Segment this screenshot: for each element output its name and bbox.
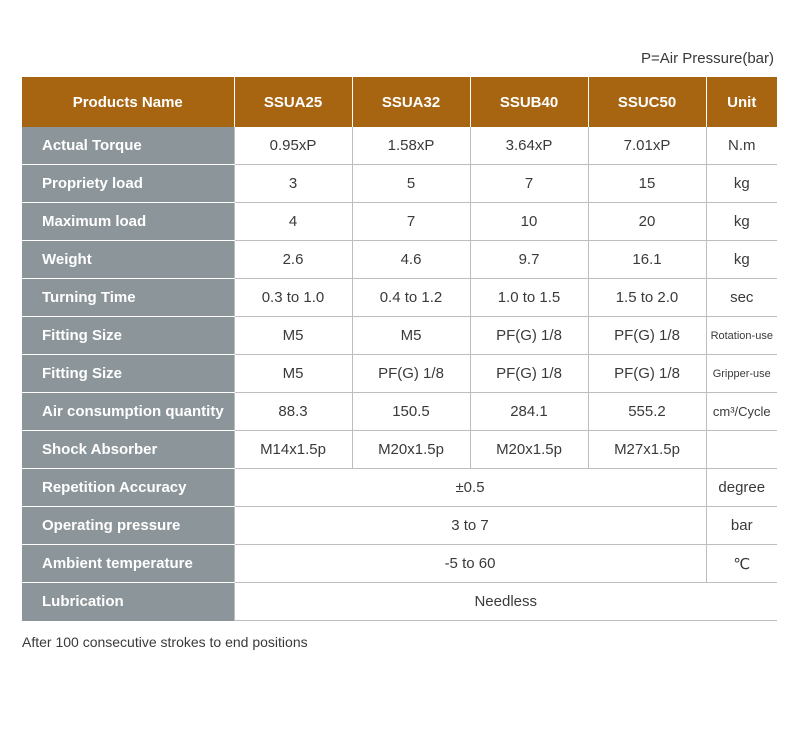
cell-value: 555.2: [588, 393, 706, 431]
row-label: Operating pressure: [22, 507, 234, 545]
cell-value: 0.3 to 1.0: [234, 279, 352, 317]
table-row: [22, 393, 777, 431]
table-row: [22, 583, 777, 621]
cell-unit: degree: [706, 469, 777, 507]
cell-value-merged: -5 to 60: [234, 545, 706, 583]
cell-value: 88.3: [234, 393, 352, 431]
cell-value: PF(G) 1/8: [470, 355, 588, 393]
table-row: [22, 241, 777, 279]
row-label: Maximum load: [22, 203, 234, 241]
row-label: Air consumption quantity: [22, 393, 234, 431]
row-label: Actual Torque: [22, 127, 234, 165]
table-row: [22, 203, 777, 241]
cell-unit: sec: [706, 279, 777, 317]
cell-value-merged: Needless: [234, 583, 777, 621]
pressure-note: P=Air Pressure(bar): [641, 50, 774, 67]
cell-value: 3.64xP: [470, 127, 588, 165]
cell-unit: bar: [706, 507, 777, 545]
header-products-name: Products Name: [22, 77, 234, 127]
header-unit: Unit: [706, 77, 777, 127]
table-row: [22, 431, 777, 469]
spec-table: [22, 77, 777, 621]
cell-value: 0.4 to 1.2: [352, 279, 470, 317]
cell-value: 20: [588, 203, 706, 241]
footnote: After 100 consecutive strokes to end positions: [22, 634, 308, 650]
cell-unit: kg: [706, 241, 777, 279]
table-row: [22, 279, 777, 317]
cell-value: M20x1.5p: [352, 431, 470, 469]
cell-unit: cm³/Cycle: [706, 393, 777, 431]
cell-value: 4.6: [352, 241, 470, 279]
cell-value: M5: [234, 355, 352, 393]
cell-unit: N.m: [706, 127, 777, 165]
cell-unit: Rotation-use: [706, 317, 777, 355]
cell-value: 3: [234, 165, 352, 203]
cell-value: 10: [470, 203, 588, 241]
cell-value: M5: [352, 317, 470, 355]
table-row: [22, 507, 777, 545]
row-label: Propriety load: [22, 165, 234, 203]
header-ssua32: SSUA32: [352, 77, 470, 127]
cell-value: 7.01xP: [588, 127, 706, 165]
cell-value: 7: [352, 203, 470, 241]
cell-value: 150.5: [352, 393, 470, 431]
row-label: Shock Absorber: [22, 431, 234, 469]
cell-value: PF(G) 1/8: [470, 317, 588, 355]
cell-value: 9.7: [470, 241, 588, 279]
cell-value: M14x1.5p: [234, 431, 352, 469]
cell-value: PF(G) 1/8: [588, 355, 706, 393]
cell-unit: ℃: [706, 545, 777, 583]
cell-value: 1.58xP: [352, 127, 470, 165]
cell-unit: [706, 431, 777, 469]
header-ssua25: SSUA25: [234, 77, 352, 127]
cell-unit: Gripper-use: [706, 355, 777, 393]
row-label: Lubrication: [22, 583, 234, 621]
header-ssub40: SSUB40: [470, 77, 588, 127]
header-ssuc50: SSUC50: [588, 77, 706, 127]
cell-value-merged: ±0.5: [234, 469, 706, 507]
table-header-row: [22, 77, 777, 127]
row-label: Fitting Size: [22, 317, 234, 355]
cell-value: 1.0 to 1.5: [470, 279, 588, 317]
table-row: [22, 127, 777, 165]
cell-value: M5: [234, 317, 352, 355]
cell-value: 7: [470, 165, 588, 203]
row-label: Repetition Accuracy: [22, 469, 234, 507]
cell-value: 0.95xP: [234, 127, 352, 165]
cell-value: PF(G) 1/8: [588, 317, 706, 355]
table-row: [22, 469, 777, 507]
cell-value: 4: [234, 203, 352, 241]
cell-value-merged: 3 to 7: [234, 507, 706, 545]
row-label: Ambient temperature: [22, 545, 234, 583]
cell-value: 284.1: [470, 393, 588, 431]
cell-unit: kg: [706, 165, 777, 203]
cell-value: M20x1.5p: [470, 431, 588, 469]
row-label: Turning Time: [22, 279, 234, 317]
table-row: [22, 355, 777, 393]
table-row: [22, 165, 777, 203]
row-label: Weight: [22, 241, 234, 279]
cell-value: 1.5 to 2.0: [588, 279, 706, 317]
cell-value: 16.1: [588, 241, 706, 279]
table-row: [22, 545, 777, 583]
cell-value: PF(G) 1/8: [352, 355, 470, 393]
cell-value: 5: [352, 165, 470, 203]
table-row: [22, 317, 777, 355]
cell-value: 15: [588, 165, 706, 203]
cell-value: 2.6: [234, 241, 352, 279]
cell-value: M27x1.5p: [588, 431, 706, 469]
cell-unit: kg: [706, 203, 777, 241]
row-label: Fitting Size: [22, 355, 234, 393]
